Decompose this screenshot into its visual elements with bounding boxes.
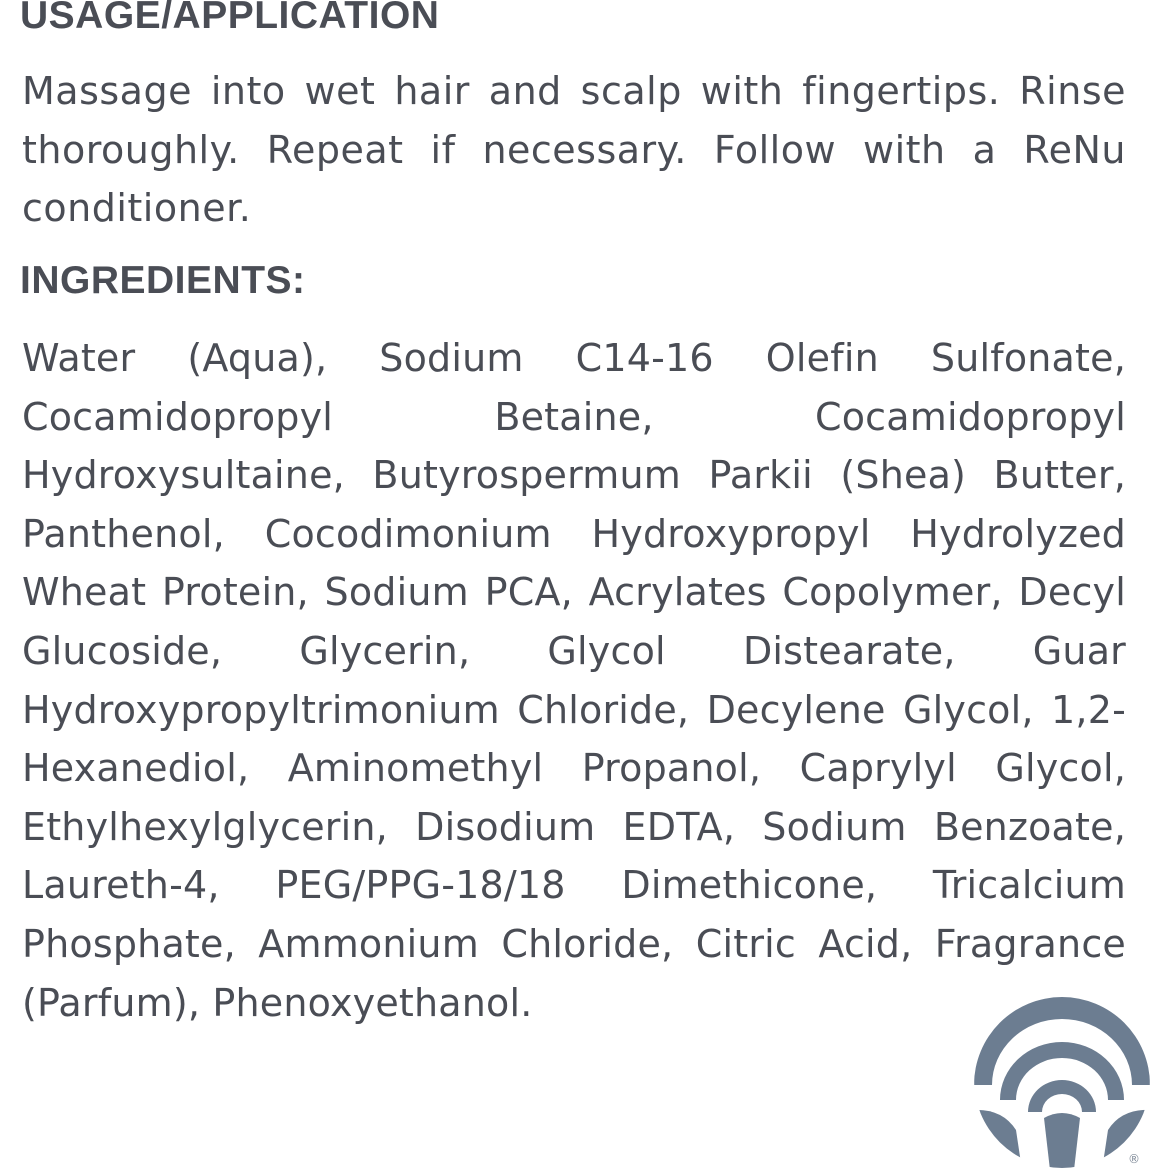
ingredients-list: Water (Aqua), Sodium C14-16 Olefin Sulfonate, Cocamidopropyl Betaine, Cocamidopropyl Hydroxysultaine, Butyrospermum Parkii (Shea) Butter, Panthenol, Cocodimonium Hydroxypropyl Hydrolyzed Wheat Protein, Sodium PCA, Acrylates Copolymer, Decyl Glucoside, Glycerin, Glycol Distearate, Guar Hydroxypropyltrimonium Chloride, Decylene Glycol, 1,2-Hexanediol, Aminomethyl Propanol, Caprylyl Glycol, Ethylhexylglycerin, Disodium EDTA, Sodium Benzoate, Laureth-4, PEG/PPG-18/18 Dimethicone, Tricalcium Phosphate, Ammonium Chloride, Citric Acid, Fragrance (Parfum), Phenoxyethanol. [22, 336, 1126, 1025]
usage-instructions: Massage into wet hair and scalp with fingertips. Rinse thoroughly. Repeat if necessary. Follow with a ReNu conditioner. [22, 69, 1126, 231]
brand-logo-icon [972, 990, 1152, 1170]
registered-mark: ® [1128, 1152, 1140, 1166]
ingredients-heading: INGREDIENTS: [20, 259, 306, 302]
usage-heading: USAGE/APPLICATION [20, 0, 440, 37]
